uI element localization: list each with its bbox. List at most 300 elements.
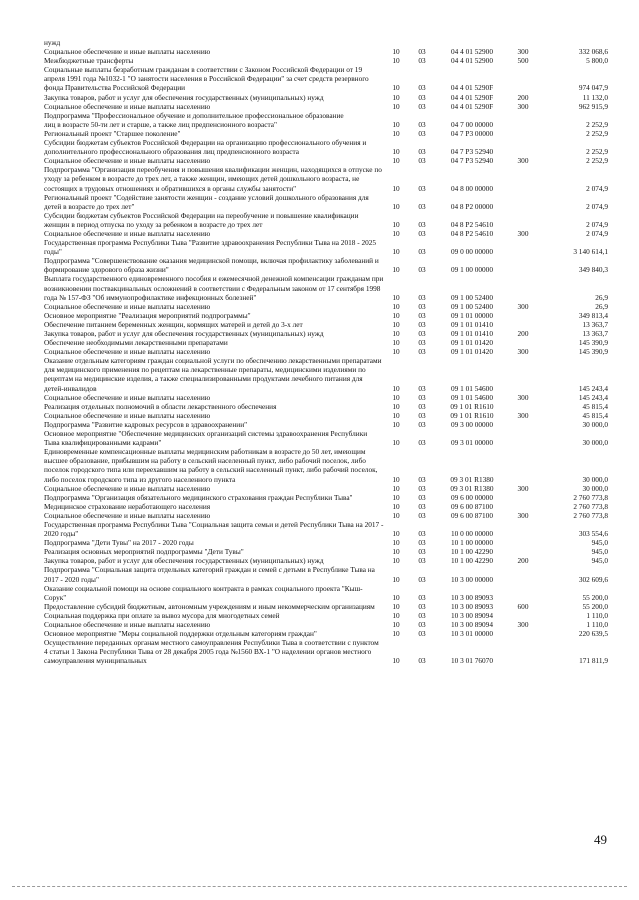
row-name-cell: Социальная поддержка при оплате за вывоз мусора для многодетных семей [44, 610, 280, 620]
row-target-article-cell: 10 3 01 00000 [451, 629, 493, 639]
row-target-article-cell: 04 7 P3 52940 [450, 147, 494, 157]
row-amount-cell: 303 554,6 [578, 529, 608, 539]
row-name-cell: Социальное обеспечение и иные выплаты населению [44, 101, 211, 111]
row-section-cell: 10 [392, 601, 400, 611]
row-subsection-cell: 03 [418, 128, 426, 138]
row-target-article-cell: 09 1 01 01420 [451, 338, 493, 348]
table-row [44, 111, 608, 120]
row-section-cell: 10 [392, 419, 400, 429]
row-target-article-cell: 09 1 01 R1610 [450, 401, 494, 411]
row-name-cell: Обеспечение питанием беременных женщин, кормящих матерей и детей до 3-х лет [44, 319, 303, 329]
table-row [44, 329, 608, 338]
row-name-cell: Подпрограмма "Совершенствование оказания медицинской помощи, включая профилактику заболеваний и формирование здорового образа жизни" [44, 256, 379, 275]
row-name-cell: Социальное обеспечение и иные выплаты населению [44, 156, 211, 166]
row-amount-cell: 2 760 773,8 [573, 510, 608, 520]
row-name-cell: Региональный проект "Старшее поколение" [44, 128, 181, 138]
row-target-article-cell: 04 7 P3 00000 [450, 128, 494, 138]
row-name-cell: Оказание социальной помощи на основе социального контракта в рамках социального проекта "Кыш-Сорук" [44, 583, 363, 602]
row-expense-type-cell [508, 238, 538, 256]
row-name-cell: Подпрограмма "Организация переобучения и повышения квалификации женщин, находящихся в отпуске по уходу за ребенком в возрасте до трех лет, а также женщин, имеющих детей дошкольного возраста, не состоящих в трудовых отношениях и обратившихся в органы службы занятости" [44, 165, 382, 193]
row-subsection-cell: 03 [418, 574, 426, 584]
row-section-cell: 10 [392, 438, 400, 448]
row-amount-cell: 145 390,9 [578, 347, 608, 357]
row-name-cell: Социальное обеспечение и иные выплаты населению [44, 410, 211, 420]
row-subsection-cell: 03 [418, 101, 426, 111]
row-name-cell: Основное мероприятие "Обеспечение медицинских организаций системы здравоохранения Республики Тыва квалифицированными кадрами" [44, 429, 368, 448]
row-section-cell: 10 [392, 338, 400, 348]
table-row [44, 93, 608, 102]
row-amount-cell: 55 200,0 [582, 592, 608, 602]
row-subsection-cell: 03 [418, 319, 426, 329]
row-section-cell: 10 [392, 620, 400, 629]
row-name-cell: Подпрограмма "Профессиональное обучение и дополнительное профессиональное образование [44, 110, 344, 120]
row-amount-cell: 30 000,0 [582, 483, 608, 493]
row-amount-cell: 220 639,5 [578, 629, 608, 639]
row-target-article-cell: 10 0 00 00000 [451, 529, 493, 539]
row-target-article-cell: 09 1 01 01420 [451, 347, 493, 357]
table-row [44, 629, 608, 638]
row-amount-cell: 145 243,4 [578, 392, 608, 402]
row-subsection-cell: 03 [418, 610, 426, 620]
table-row [44, 193, 608, 211]
row-name-cell: Социальное обеспечение и иные выплаты населению [44, 483, 211, 493]
row-subsection-cell: 03 [418, 228, 426, 238]
row-target-article-cell: 09 1 01 01410 [451, 329, 493, 338]
row-name-cell: Медицинское страхование неработающего населения [44, 501, 211, 511]
row-expense-type-cell [508, 538, 538, 547]
row-expense-type-cell [508, 547, 538, 556]
row-subsection-cell: 03 [418, 265, 426, 275]
row-subsection-cell: 03 [418, 410, 426, 420]
row-section-cell: 10 [392, 383, 400, 393]
row-amount-cell: 55 200,0 [582, 601, 608, 611]
row-section-cell: 10 [392, 574, 400, 584]
row-target-article-cell: 09 0 00 00000 [451, 247, 493, 257]
table-row [44, 165, 608, 192]
row-target-article-cell: 04 8 00 00000 [451, 183, 493, 193]
row-expense-type-cell [508, 584, 538, 602]
row-section-cell: 10 [392, 392, 400, 402]
row-expense-type-cell [508, 211, 538, 229]
row-section-cell: 10 [392, 92, 400, 102]
row-subsection-cell: 03 [418, 474, 426, 484]
row-name-cell: Государственная программа Республики Тыва "Развитие здравоохранения Республики Тыва на 2018 - 2025 годы" [44, 238, 377, 257]
row-expense-type-cell: 600 [517, 601, 529, 611]
row-subsection-cell: 03 [418, 119, 426, 129]
row-subsection-cell: 03 [418, 419, 426, 429]
row-amount-cell: 349 813,4 [578, 310, 608, 320]
table-row [44, 138, 608, 156]
row-name-cell: Реализация отдельных полномочий в области лекарственного обеспечения [44, 401, 277, 411]
row-subsection-cell: 03 [418, 547, 426, 557]
row-name-cell: Единовременные компенсационные выплаты медицинским работникам в возрасте до 50 лет, имеющим высшее образование, прибывшим на работу в сельский населенный пункт, либо рабочий поселок, либо поселок городского типа или переехавшим на работу в сельский населенный пункт, либо рабочий поселок, либо поселок городского типа из другого населенного пункта [44, 447, 378, 484]
row-name-cell: лиц в возрасте 50-ти лет и старше, а также лиц предпенсионного возраста" [44, 119, 277, 129]
row-amount-cell: 332 068,6 [578, 47, 608, 57]
row-expense-type-cell: 200 [517, 329, 529, 338]
row-target-article-cell: 09 1 00 52400 [451, 301, 493, 311]
row-target-article-cell: 04 4 01 5290F [450, 101, 494, 111]
row-subsection-cell: 03 [418, 310, 426, 320]
row-subsection-cell: 03 [418, 338, 426, 348]
row-amount-cell: 2 252,9 [586, 147, 608, 157]
row-target-article-cell: 10 1 00 42290 [451, 556, 493, 566]
row-target-article-cell: 10 3 00 89094 [451, 610, 493, 620]
table-row [44, 256, 608, 274]
row-expense-type-cell [508, 138, 538, 156]
row-name-cell: Закупка товаров, работ и услуг для обеспечения государственных (муниципальных) нужд [44, 92, 324, 102]
row-subsection-cell: 03 [418, 592, 426, 602]
row-expense-type-cell [508, 611, 538, 620]
row-name-cell: Выплата государственного единовременного пособия и ежемесячной денежной компенсации гражданам при возникновении поствакцинальных осложнений в соответствии с Федеральным законом от 17 сентября 1998 года № 157-ФЗ "Об иммунопрофилактике инфекционных болезней" [44, 274, 384, 302]
row-amount-cell: 2 074,9 [586, 228, 608, 238]
row-target-article-cell: 04 7 00 00000 [451, 119, 493, 129]
row-section-cell: 10 [392, 610, 400, 620]
row-target-article-cell: 04 8 P2 54610 [450, 228, 494, 238]
row-amount-cell: 962 915,9 [578, 101, 608, 111]
row-section-cell [384, 111, 408, 120]
row-name-cell: Подпрограмма "Социальная защита отдельных категорий граждан и семей с детьми в Республике Тыва на 2017 - 2020 годы" [44, 565, 375, 584]
row-expense-type-cell [508, 420, 538, 429]
row-name-cell: Основное мероприятие "Меры социальной поддержки отдельным категориям граждан" [44, 629, 317, 639]
table-row [44, 620, 608, 629]
row-expense-type-cell [508, 493, 538, 502]
row-name-cell: Подпрограмма "Организация обязательного медицинского страхования граждан Республики Тыва" [44, 492, 353, 502]
row-target-article-cell: 09 1 00 52400 [451, 292, 493, 302]
row-target-article-cell: 09 3 01 00000 [451, 438, 493, 448]
row-target-article-cell: 04 8 P2 54610 [450, 219, 494, 229]
row-name-cell: Социальное обеспечение и иные выплаты населению [44, 228, 211, 238]
row-name-cell: Закупка товаров, работ и услуг для обеспечения государственных (муниципальных) нужд [44, 329, 324, 338]
row-expense-type-cell: 300 [517, 483, 529, 493]
table-row [44, 538, 608, 547]
row-subsection-cell: 03 [418, 92, 426, 102]
row-subsection-cell: 03 [418, 383, 426, 393]
row-section-cell: 10 [392, 501, 400, 511]
table-row [44, 129, 608, 138]
row-subsection-cell: 03 [418, 483, 426, 493]
row-name-cell: Социальное обеспечение и иные выплаты населению [44, 347, 211, 357]
row-expense-type-cell [508, 520, 538, 538]
row-expense-type-cell: 200 [517, 556, 529, 566]
table-row [44, 347, 608, 356]
row-section-cell: 10 [392, 401, 400, 411]
row-name-cell: Предоставление субсидий бюджетным, автономным учреждениям и иным некоммерческим организациям [44, 601, 375, 611]
table-row [44, 120, 608, 129]
row-section-cell: 10 [392, 292, 400, 302]
table-row [44, 429, 608, 447]
row-section-cell: 10 [392, 128, 400, 138]
row-section-cell: 10 [392, 547, 400, 557]
row-name-cell: Социальное обеспечение и иные выплаты населению [44, 47, 211, 57]
row-expense-type-cell [508, 429, 538, 447]
row-section-cell: 10 [392, 347, 400, 357]
row-amount-cell: 13 363,7 [582, 329, 608, 338]
row-section-cell: 10 [392, 483, 400, 493]
row-subsection-cell: 03 [418, 401, 426, 411]
bottom-divider [12, 886, 627, 887]
row-amount-cell: 11 132,0 [582, 92, 608, 102]
row-subsection-cell: 03 [418, 47, 426, 57]
table-row [44, 493, 608, 502]
row-amount-cell: 3 140 614,1 [573, 247, 608, 257]
table-row [44, 565, 608, 583]
row-name-cell: Государственная программа Республики Тыва "Социальная защита семьи и детей Республики Тыва на 2017 - 2020 годы" [44, 519, 384, 539]
row-target-article-cell: 10 3 00 89094 [451, 620, 493, 629]
row-section-cell: 10 [392, 492, 400, 502]
row-subsection-cell: 03 [418, 292, 426, 302]
row-expense-type-cell [508, 120, 538, 129]
row-target-article-cell: 10 3 01 76070 [451, 656, 493, 666]
row-subsection-cell: 03 [418, 510, 426, 520]
row-section-cell: 10 [392, 410, 400, 420]
row-subsection-cell [408, 111, 436, 120]
row-amount-cell [538, 38, 608, 47]
row-name-cell: Социальное обеспечение и иные выплаты населению [44, 301, 211, 311]
row-amount-cell: 2 074,9 [586, 201, 608, 211]
row-expense-type-cell [508, 38, 538, 47]
row-amount-cell: 945,0 [591, 538, 608, 548]
table-row [44, 411, 608, 420]
row-target-article-cell: 10 3 00 89093 [451, 601, 493, 611]
row-amount-cell: 145 390,9 [578, 338, 608, 348]
row-expense-type-cell: 300 [517, 347, 529, 357]
row-amount-cell: 30 000,0 [582, 438, 608, 448]
row-expense-type-cell: 300 [517, 510, 529, 520]
row-subsection-cell: 03 [418, 492, 426, 502]
row-expense-type-cell: 300 [517, 410, 529, 420]
row-target-article-cell [436, 111, 508, 120]
row-target-article-cell: 09 1 01 00000 [451, 310, 493, 320]
row-expense-type-cell [508, 165, 538, 192]
row-section-cell: 10 [392, 310, 400, 320]
row-subsection-cell [408, 38, 436, 47]
row-section-cell: 10 [392, 301, 400, 311]
row-name-cell: Закупка товаров, работ и услуг для обеспечения государственных (муниципальных) нужд [44, 556, 324, 566]
table-row [44, 602, 608, 611]
row-amount-cell: 974 047,9 [578, 83, 608, 93]
row-amount-cell: 1 110,0 [586, 610, 608, 620]
row-section-cell: 10 [392, 556, 400, 566]
row-expense-type-cell [508, 193, 538, 211]
row-amount-cell: 2 252,9 [586, 156, 608, 166]
row-section-cell: 10 [392, 47, 400, 57]
row-subsection-cell: 03 [418, 620, 426, 629]
row-expense-type-cell [508, 111, 538, 120]
row-section-cell: 10 [392, 228, 400, 238]
row-name-cell: Субсидии бюджетам субъектов Российской Федерации на организацию профессионального обучения и дополнительного профессионального образования лиц предпенсионного возраста [44, 138, 367, 157]
row-target-article-cell: 09 3 00 00000 [451, 419, 493, 429]
row-section-cell: 10 [392, 119, 400, 129]
row-subsection-cell: 03 [418, 347, 426, 357]
row-expense-type-cell: 300 [517, 392, 529, 402]
table-row [44, 447, 608, 483]
table-row [44, 556, 608, 565]
row-amount-cell: 945,0 [591, 547, 608, 557]
row-subsection-cell: 03 [418, 301, 426, 311]
row-amount-cell: 2 074,9 [586, 219, 608, 229]
row-section-cell [384, 38, 408, 47]
row-amount-cell: 2 074,9 [586, 183, 608, 193]
row-amount-cell: 945,0 [591, 556, 608, 566]
table-row [44, 611, 608, 620]
row-amount-cell: 1 110,0 [586, 620, 608, 629]
row-amount-cell [538, 111, 608, 120]
row-subsection-cell: 03 [418, 147, 426, 157]
table-row [44, 311, 608, 320]
table-row [44, 520, 608, 538]
row-name-cell: Социальное обеспечение и иные выплаты населению [44, 510, 211, 520]
table-row [44, 356, 608, 392]
row-target-article-cell: 09 6 00 87100 [451, 501, 493, 511]
row-name-cell: Социальные выплаты безработным гражданам в соответствии с Законом Российской Федерации от 19 апреля 1991 года №1032-1 "О занятости населения в Российской Федерации" за счет средств резервного фонда Правительства Российской Федерации [44, 65, 369, 93]
row-expense-type-cell [508, 129, 538, 138]
row-expense-type-cell: 300 [517, 156, 529, 166]
row-section-cell: 10 [392, 201, 400, 211]
row-subsection-cell: 03 [418, 656, 426, 666]
row-subsection-cell: 03 [418, 529, 426, 539]
row-amount-cell: 2 252,9 [586, 128, 608, 138]
row-section-cell: 10 [392, 265, 400, 275]
row-expense-type-cell [508, 65, 538, 92]
budget-table [44, 38, 608, 665]
row-expense-type-cell: 300 [517, 301, 529, 311]
table-row [44, 65, 608, 92]
row-amount-cell: 5 800,0 [586, 56, 608, 66]
row-subsection-cell: 03 [418, 629, 426, 639]
table-row [44, 211, 608, 229]
row-section-cell: 10 [392, 474, 400, 484]
row-name-cell: Межбюджетные трансферты [44, 56, 134, 66]
row-amount-cell: 349 840,3 [578, 265, 608, 275]
row-name-cell: Социальное обеспечение и иные выплаты населению [44, 392, 211, 402]
row-target-article-cell: 10 3 00 89093 [451, 592, 493, 602]
row-subsection-cell: 03 [418, 556, 426, 566]
row-expense-type-cell [508, 320, 538, 329]
row-section-cell: 10 [392, 156, 400, 166]
row-name-cell: Основное мероприятие "Реализация мероприятий подпрограммы" [44, 310, 251, 320]
row-expense-type-cell: 300 [517, 620, 529, 629]
table-row [44, 56, 608, 65]
table-row [44, 338, 608, 347]
row-expense-type-cell: 200 [517, 92, 529, 102]
table-row [44, 102, 608, 111]
row-subsection-cell: 03 [418, 329, 426, 338]
row-section-cell: 10 [392, 247, 400, 257]
table-row [44, 274, 608, 301]
table-row [44, 547, 608, 556]
row-name-cell: Региональный проект "Содействие занятости женщин - создание условий дошкольного образования для детей в возрасте до трех лет" [44, 192, 369, 211]
row-subsection-cell: 03 [418, 156, 426, 166]
budget-table-body [44, 38, 608, 665]
row-subsection-cell: 03 [418, 201, 426, 211]
row-amount-cell: 2 760 773,8 [573, 501, 608, 511]
row-amount-cell: 2 252,9 [586, 119, 608, 129]
row-name-cell: нужд [44, 38, 61, 47]
row-expense-type-cell [508, 447, 538, 483]
row-target-article-cell: 09 3 01 R1380 [450, 483, 494, 493]
row-expense-type-cell [508, 638, 538, 665]
row-subsection-cell: 03 [418, 247, 426, 257]
table-row [44, 229, 608, 238]
row-target-article-cell: 09 1 00 00000 [451, 265, 493, 275]
row-section-cell: 10 [392, 592, 400, 602]
row-expense-type-cell [508, 311, 538, 320]
row-target-article-cell: 09 3 01 R1380 [450, 474, 494, 484]
row-amount-cell: 2 760 773,8 [573, 492, 608, 502]
table-row [44, 502, 608, 511]
row-target-article-cell: 10 1 00 42290 [451, 547, 493, 557]
row-expense-type-cell: 300 [517, 228, 529, 238]
row-amount-cell: 45 815,4 [582, 401, 608, 411]
row-amount-cell: 26,9 [595, 292, 608, 302]
row-section-cell: 10 [392, 319, 400, 329]
row-name-cell: Субсидии бюджетам субъектов Российской Федерации на переобучение и повышение квалификации женщин в период отпуска по уходу за ребенком в возрасте до трех лет [44, 210, 359, 229]
row-target-article-cell: 10 3 00 00000 [451, 574, 493, 584]
row-target-article-cell: 09 6 00 00000 [451, 492, 493, 502]
row-amount-cell: 45 815,4 [582, 410, 608, 420]
row-expense-type-cell [508, 502, 538, 511]
row-section-cell: 10 [392, 529, 400, 539]
table-row [44, 393, 608, 402]
row-target-article-cell: 04 4 01 52900 [451, 47, 493, 57]
row-target-article-cell [436, 38, 508, 47]
row-amount-cell: 302 609,6 [578, 574, 608, 584]
row-expense-type-cell: 500 [517, 56, 529, 66]
row-target-article-cell: 04 8 P2 00000 [450, 201, 494, 211]
row-section-cell: 10 [392, 656, 400, 666]
row-target-article-cell: 09 1 01 54600 [451, 392, 493, 402]
table-row [44, 484, 608, 493]
row-expense-type-cell [508, 356, 538, 392]
row-name-cell: Реализация основных мероприятий подпрограммы "Дети Тувы" [44, 547, 244, 557]
row-section-cell: 10 [392, 219, 400, 229]
row-subsection-cell: 03 [418, 538, 426, 548]
row-expense-type-cell [508, 629, 538, 638]
row-amount-cell: 30 000,0 [582, 419, 608, 429]
row-target-article-cell: 04 7 P3 52940 [450, 156, 494, 166]
row-section-cell: 10 [392, 510, 400, 520]
row-target-article-cell: 04 4 01 52900 [451, 56, 493, 66]
row-amount-cell: 171 811,9 [579, 656, 608, 666]
row-target-article-cell: 04 4 01 5290F [450, 83, 494, 93]
row-subsection-cell: 03 [418, 183, 426, 193]
row-expense-type-cell: 300 [517, 47, 529, 57]
row-target-article-cell: 10 1 00 00000 [451, 538, 493, 548]
row-subsection-cell: 03 [418, 56, 426, 66]
row-name-cell: Обеспечение необходимыми лекарственными препаратами [44, 338, 228, 348]
row-name-cell: Оказание отдельным категориям граждан социальной услуги по обеспечению лекарственными препаратами для медицинского применения по рецептам на лекарственные препараты, медицинскими изделиями по рецептам на медицинские изделия, а также специализированными продуктами лечебного питания для детей-инвалидов [44, 356, 382, 393]
row-subsection-cell: 03 [418, 601, 426, 611]
row-subsection-cell: 03 [418, 219, 426, 229]
row-target-article-cell: 09 1 01 R1610 [450, 410, 494, 420]
row-section-cell: 10 [392, 329, 400, 338]
row-name-cell: Подпрограмма "Развитие кадровых ресурсов в здравоохранении" [44, 419, 248, 429]
table-row [44, 156, 608, 165]
row-name-cell: Подпрограмма "Дети Тувы" на 2017 - 2020 годы [44, 538, 194, 548]
table-row [44, 238, 608, 256]
row-expense-type-cell [508, 402, 538, 411]
row-section-cell: 10 [392, 147, 400, 157]
table-row [44, 320, 608, 329]
row-section-cell: 10 [392, 83, 400, 93]
row-name-cell: Осуществление переданных органам местного самоуправления Республики Тыва в соответствии с пунктом 4 статьи 1 Закона Республики Тыва от 28 декабря 2005 года №1560 ВХ-1 "О наделении органов местного самоуправления муниципальных [44, 638, 379, 666]
page-number: 49 [594, 832, 607, 847]
row-amount-cell: 13 363,7 [582, 319, 608, 329]
row-expense-type-cell [508, 565, 538, 583]
row-section-cell: 10 [392, 101, 400, 111]
row-expense-type-cell [508, 274, 538, 301]
row-name-cell: Социальное обеспечение и иные выплаты населению [44, 620, 211, 629]
